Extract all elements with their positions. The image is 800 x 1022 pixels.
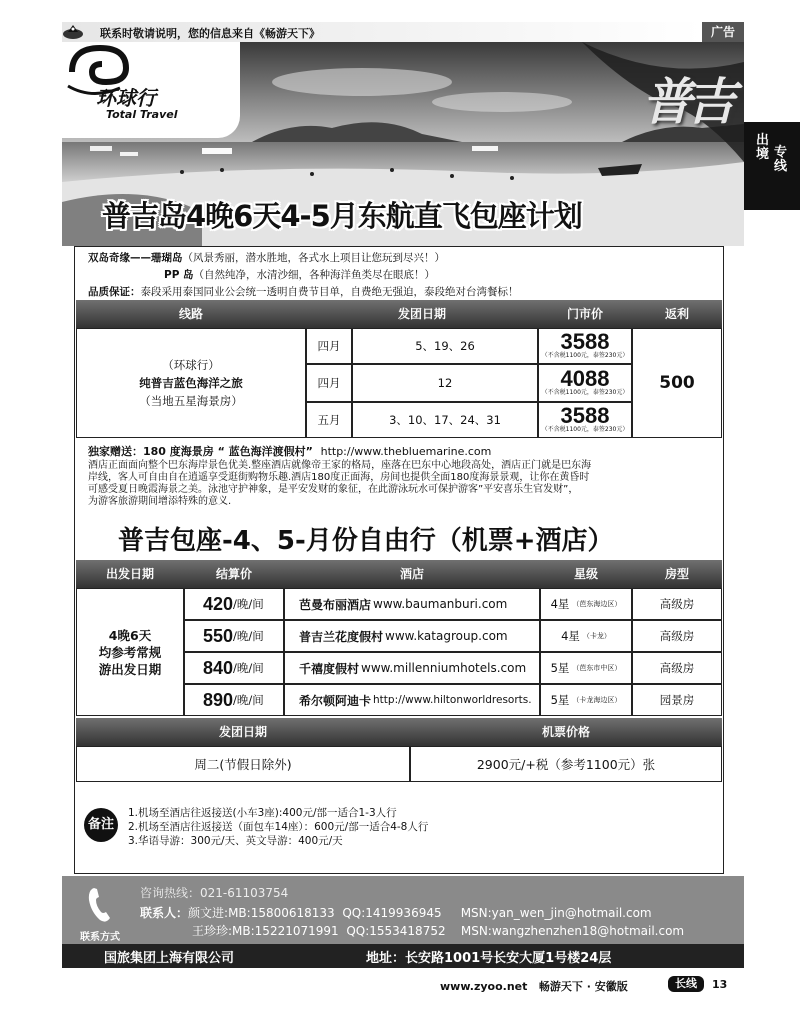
exclusive-offer — [88, 444, 718, 508]
col-header-price: 门市价 — [538, 300, 632, 328]
contact-label: 联系方式 — [80, 932, 120, 943]
hotel2-star-cell — [540, 620, 632, 652]
brand-card — [62, 42, 240, 138]
banner-script-text: 普吉 — [642, 72, 730, 131]
row3-price: 3588 — [560, 403, 610, 428]
depart-line-2: 均参考常规 — [98, 644, 162, 660]
note-line-2: 2.机场至酒店往返接送（面包车14座）：600元/部一适合4-8人行 — [128, 821, 429, 833]
hotel2-url: www.katagroup.com — [385, 629, 508, 643]
package-title: 普吉包座-4、5-月份自由行（机票+酒店） — [118, 526, 614, 556]
ad-tag: 广告 — [702, 22, 744, 42]
footer-section-pill: 长线 — [668, 976, 704, 992]
side-tab-word-2: 专线 — [774, 145, 788, 174]
sub-value-dates: 周二(节假日除外) — [76, 746, 410, 782]
contact1-name: 颜文进: — [188, 906, 229, 920]
hotel3-name-cell — [284, 652, 540, 684]
row1-dates: 5、19、26 — [352, 328, 538, 364]
hotel4-name: 希尔顿阿迪卡 — [299, 693, 372, 708]
intro-text-1: （风景秀丽，潜水胜地，各式水上项目让您玩到尽兴！） — [182, 252, 445, 264]
row1-price-note: （不含税1100元，泰签230元） — [541, 352, 629, 359]
row1-month: 四月 — [306, 328, 352, 364]
sub-header-airfare: 机票价格 — [410, 718, 722, 746]
intro-text-3: 泰段采用泰国同业公会统一透明自费节目单，自费绝无强迫，泰段绝对台湾餐标！ — [140, 286, 519, 298]
hotline: 咨询热线：021-61103754 — [140, 886, 289, 900]
footer-site: www.zyoo.net — [440, 980, 528, 993]
hotel3-area: （芭东市中区） — [572, 664, 622, 672]
hotel4-room: 园景房 — [632, 684, 722, 716]
note-line-1: 1.机场至酒店往返接送(小车3座):400元/部一适合1-3人行 — [128, 807, 397, 819]
sub-value-airfare: 2900元/+税（参考1100元）张 — [410, 746, 722, 782]
banner-title: 普吉岛4晚6天4-5月东航直飞包座计划 — [102, 199, 582, 233]
contact2-qq: QQ:1553418752 — [346, 924, 446, 938]
row3-price-note: （不含税1100元，泰签230元） — [541, 426, 629, 433]
hotel4-url: http://www.hiltonworldresorts. — [373, 694, 532, 706]
section-side-tab — [744, 122, 800, 210]
hotel4-rate-cell — [184, 684, 284, 716]
row3-price-cell — [538, 402, 632, 438]
hotel1-rate-cell — [184, 588, 284, 620]
notes-list — [128, 806, 428, 848]
intro-block — [88, 250, 519, 301]
company-address: 地址：长安路1001号长安大厦1号楼24层 — [366, 951, 612, 966]
contact1-msn: MSN:yan_wen_jin@hotmail.com — [460, 906, 652, 920]
intro-label-2: PP 岛 — [164, 269, 194, 281]
row2-price: 4088 — [560, 366, 610, 391]
page-footer-text — [440, 978, 628, 994]
exclusive-desc-2: 岸线，客人可自由自在逍遥享受逛街购物乐趣.酒店180度正面海，房间也提供全面180度海景景观，让你在黄昏时 — [88, 472, 590, 483]
hotel3-rate: 840 — [203, 657, 234, 678]
contact-row-1 — [140, 904, 652, 921]
exclusive-url: http://www.thebluemarine.com — [320, 445, 492, 458]
route-line-1: （环球行） — [162, 358, 220, 372]
hotel4-rate-unit: /晚/间 — [233, 693, 264, 707]
contact2-mb: MB:15221071991 — [232, 924, 339, 938]
company-name: 国旅集团上海有限公司 — [104, 951, 235, 966]
row2-dates: 12 — [352, 364, 538, 402]
hotel4-area: （卡龙海边区） — [572, 696, 622, 704]
magazine-logo-icon — [62, 24, 84, 40]
hotel1-url: www.baumanburi.com — [373, 597, 508, 611]
hotel3-url: www.millenniumhotels.com — [361, 661, 527, 675]
hotel4-rate: 890 — [203, 689, 234, 710]
contact-row-2 — [192, 922, 684, 939]
rebate-value: 500 — [632, 328, 722, 438]
hotel1-area: （芭东海边区） — [572, 600, 622, 608]
hotel3-rate-unit: /晚/间 — [233, 661, 264, 675]
hotel2-rate-unit: /晚/间 — [233, 629, 264, 643]
brand-name-en: Total Travel — [106, 108, 178, 121]
depart-cell — [76, 588, 184, 716]
exclusive-desc-4: 为游客旅游期间增添特殊的意义. — [88, 496, 232, 507]
hotel4-star-cell — [540, 684, 632, 716]
hotel3-name: 千禧度假村 — [299, 661, 360, 676]
pkg-header-depart: 出发日期 — [76, 560, 184, 588]
hotel3-star: 5星 — [550, 661, 570, 675]
footer-magazine: 畅游天下 · 安徽版 — [538, 980, 628, 993]
row2-price-note: （不含税1100元，泰签230元） — [541, 389, 629, 396]
row2-price-cell — [538, 364, 632, 402]
intro-text-2: （自然纯净，水清沙细，各种海洋鱼类尽在眼底！） — [193, 269, 436, 281]
brand-name-cn: 环球行 — [96, 86, 156, 110]
row3-month: 五月 — [306, 402, 352, 438]
route-line-2: 纯普吉蓝色海洋之旅 — [139, 376, 243, 390]
hotel3-rate-cell — [184, 652, 284, 684]
hotel2-name-cell — [284, 620, 540, 652]
contact-people-label: 联系人： — [140, 906, 189, 920]
contact1-mb: MB:15800618133 — [228, 906, 335, 920]
depart-line-3: 游出发日期 — [98, 661, 162, 677]
col-header-route: 线路 — [76, 300, 306, 328]
hotel3-star-cell — [540, 652, 632, 684]
hotel2-rate: 550 — [203, 625, 234, 646]
col-header-dates: 发团日期 — [306, 300, 538, 328]
exclusive-label: 独家赠送：180 度海景房 “ 蓝色海洋渡假村” — [88, 445, 313, 458]
pkg-header-star: 星级 — [540, 560, 632, 588]
hotel2-room: 高级房 — [632, 620, 722, 652]
hotel2-area: （卡龙） — [582, 632, 611, 640]
depart-line-1: 4晚6天 — [108, 627, 152, 643]
hotel2-star: 4星 — [561, 629, 580, 643]
row2-month: 四月 — [306, 364, 352, 402]
notes-badge: 备注 — [84, 808, 118, 842]
sub-header-dates: 发团日期 — [76, 718, 410, 746]
pkg-header-rate: 结算价 — [184, 560, 284, 588]
exclusive-desc-3: 可感受夏日晚霞海景之美。泳池守护神象，是平安发财的象征，在此游泳玩水可保护游客”平安喜乐生官发财”， — [88, 484, 579, 495]
route-cell — [76, 328, 306, 438]
side-tab-word-1: 出境 — [756, 133, 770, 162]
hotel4-star: 5星 — [550, 693, 570, 707]
contact2-msn: MSN:wangzhenzhen18@hotmail.com — [460, 924, 685, 938]
hotel2-name: 普吉兰花度假村 — [299, 629, 384, 644]
hotel3-room: 高级房 — [632, 652, 722, 684]
note-line-3: 3.华语导游：300元/天、英文导游：400元/天 — [128, 835, 343, 847]
exclusive-desc-1: 酒店正面面向整个巴东海岸景色优美.整座酒店就像帝王家的格局，座落在巴东中心地段高处，酒店正门就是巴东海 — [88, 460, 592, 471]
pkg-header-room: 房型 — [632, 560, 722, 588]
hotel1-star-cell — [540, 588, 632, 620]
hotel1-name: 芭曼布丽酒店 — [299, 597, 372, 612]
banner-photo — [62, 42, 744, 246]
intro-label-1: 双岛奇缘——珊瑚岛 — [88, 252, 183, 264]
hotel1-room: 高级房 — [632, 588, 722, 620]
hotel1-star: 4星 — [550, 597, 570, 611]
row1-price-cell — [538, 328, 632, 364]
route-line-3: （当地五星海景房） — [139, 394, 243, 408]
contact2-name: 王珍珍: — [192, 924, 233, 938]
page-number: 13 — [712, 978, 728, 991]
pkg-header-hotel: 酒店 — [284, 560, 540, 588]
hotel1-rate: 420 — [203, 593, 234, 614]
intro-label-3: 品质保证： — [88, 286, 141, 298]
col-header-rebate: 返利 — [632, 300, 722, 328]
contact1-qq: QQ:1419936945 — [342, 906, 442, 920]
hotel1-name-cell — [284, 588, 540, 620]
row1-price: 3588 — [560, 329, 610, 354]
hotel1-rate-unit: /晚/间 — [233, 597, 264, 611]
row3-dates: 3、10、17、24、31 — [352, 402, 538, 438]
hotel2-rate-cell — [184, 620, 284, 652]
phone-icon — [86, 884, 116, 924]
hotel4-name-cell — [284, 684, 540, 716]
source-notice: 联系时敬请说明，您的信息来自《畅游天下》 — [100, 27, 320, 40]
